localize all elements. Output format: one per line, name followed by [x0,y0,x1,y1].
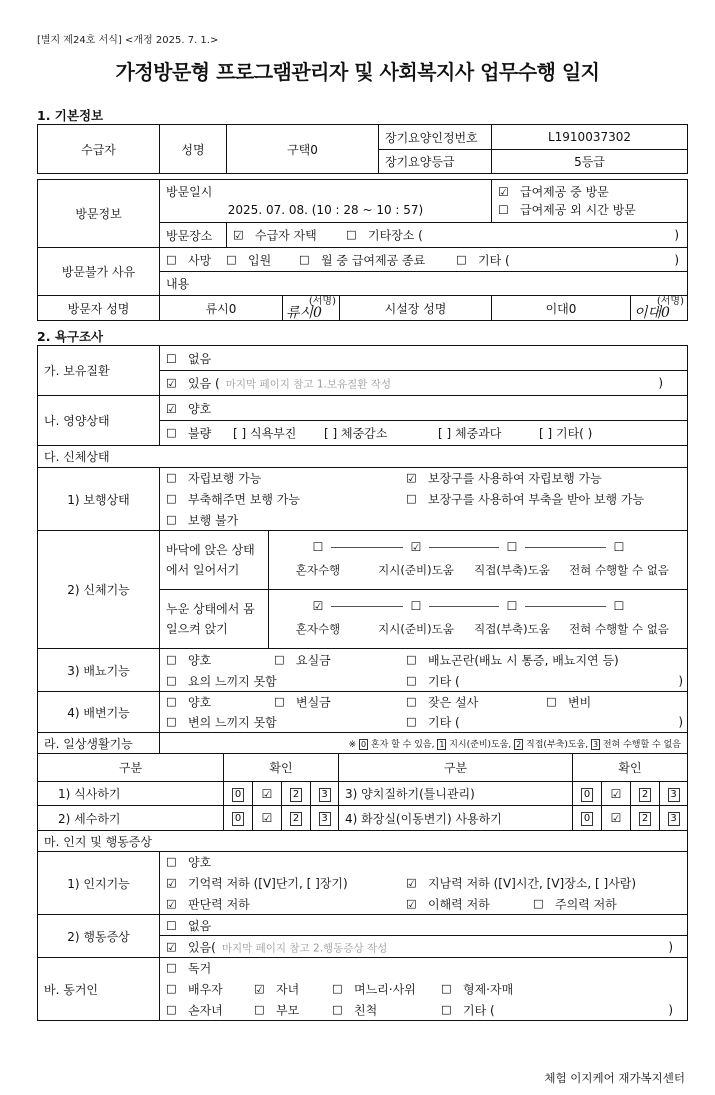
scale-connector [525,606,606,607]
option-label: 있음( [188,940,216,954]
code-box[interactable]: 2 [290,812,302,826]
cognitive-label: 1) 인지기능 [38,852,160,915]
visit-datetime-label: 방문일시 [166,185,213,199]
scale-label: 전혀 수행할 수 없음 [569,622,669,636]
option-label: 배우자 [188,982,223,997]
urination-label: 3) 배뇨기능 [38,649,160,692]
code-box[interactable]: 3 [319,812,331,826]
cohabitant-option[interactable] [332,1001,377,1018]
code-box: 3 [592,739,599,749]
scale-checkbox-icon[interactable]: ☐ [613,599,625,613]
director-name: 이대0 [492,296,631,321]
behavior-label: 2) 행동증상 [38,915,160,958]
checkbox-icon[interactable]: ☐ [166,1003,177,1018]
checkbox-icon[interactable]: ☑ [406,876,417,891]
adl-check-cell[interactable] [282,806,311,831]
checkbox-icon[interactable]: ☐ [332,1003,343,1018]
checkbox-icon[interactable]: ☐ [498,203,509,217]
option-label: 급여제공 외 시간 방문 [520,203,636,217]
option-label: 기타장소 ( [368,228,423,243]
close-paren: ) [678,673,683,688]
adl-col-category: 구분 [339,754,573,782]
code-box: 0 [360,739,367,749]
option-label: 부축해주면 보행 가능 [188,492,300,507]
checkbox-icon[interactable]: ☑ [166,897,177,912]
checkbox-icon[interactable]: ☑ [254,982,265,997]
adl-check-cell[interactable] [631,806,660,831]
checkbox-icon[interactable]: ☑ [406,471,417,486]
option-label: 부모 [276,1003,300,1018]
adl-check-cell[interactable] [311,782,339,806]
grade-label: 장기요양등급 [379,150,492,174]
code-box[interactable]: 3 [668,788,680,802]
walking-option[interactable] [166,511,238,528]
checkbox-icon[interactable]: ☐ [254,1003,265,1018]
legend-text: 전혀 수행할 수 없음 [602,739,681,750]
form-number: [별지 제24호 서식] <개정 2025. 7. 1.> [37,35,219,46]
checkbox-icon[interactable]: ☐ [406,674,417,688]
code-box[interactable]: 0 [232,788,244,802]
option-label: 판단력 저하 [188,897,250,912]
cohabitant-label: 바. 동거인 [38,958,160,1021]
section-basic-info: 1. 기본정보 [37,108,104,123]
walking-label: 1) 보행상태 [38,468,160,531]
option-label: 변비 [568,695,592,710]
option-label: 배뇨곤란(배뇨 시 통증, 배뇨지연 등) [428,653,619,667]
checkbox-icon[interactable]: ☐ [533,897,544,912]
checkbox-icon[interactable]: ☐ [274,653,285,667]
adl-check-cell[interactable] [311,806,339,831]
option-label: 주의력 저하 [555,897,617,912]
cognition-table [37,830,688,1021]
defecation-option[interactable] [274,694,331,711]
defecation-option[interactable] [166,694,211,711]
page-title: 가정방문형 프로그램관리자 및 사회복지사 업무수행 일지 [115,60,600,84]
code-box[interactable]: 0 [232,812,244,826]
checkbox-icon[interactable]: ☑ [498,185,509,199]
adl-check-cell[interactable] [282,782,311,806]
option-label: 변의 느끼지 못함 [188,715,277,730]
cohabitant-option[interactable] [166,1001,223,1018]
visitor-signature[interactable] [283,296,340,321]
option-label: 친척 [354,1003,378,1018]
option-label: 자녀 [276,982,300,997]
poor-item[interactable]: [ ] 체중감소 [324,426,388,441]
visit-datetime: 2025. 07. 08. (10 : 28 ~ 10 : 57) [227,203,424,217]
unable-option-end[interactable] [299,251,425,268]
defecation-option[interactable] [546,694,591,711]
scale-label: 직접(부축)도움 [474,563,550,577]
unable-options-cell [160,248,688,272]
checked-box-icon[interactable]: ☑ [261,786,273,801]
close-paren: ) [658,376,663,390]
checkbox-icon[interactable]: ☐ [274,695,285,710]
scale-connector [525,547,606,548]
visitor-name: 류시0 [160,296,283,321]
checkbox-icon[interactable]: ☑ [166,876,177,891]
option-label: 기타 ( [428,674,460,688]
adl-check-cell[interactable] [660,806,688,831]
urination-option[interactable] [406,651,619,668]
checkbox-icon[interactable]: ☐ [226,253,237,267]
code-box[interactable]: 3 [668,812,680,826]
cognitive-option[interactable] [533,895,617,912]
adl-check-cell[interactable] [573,782,602,806]
option-label: 잦은 설사 [428,695,479,710]
recipient-name: 구택0 [227,125,379,174]
option-label: 이해력 저하 [428,897,490,912]
urination-option[interactable] [166,651,211,668]
scale-checkbox-icon[interactable]: ☑ [312,599,324,613]
adl-item-label: 4) 화장실(이동변기) 사용하기 [339,806,573,831]
legend-item [591,740,681,750]
adl-item-label: 2) 세수하기 [38,806,224,831]
urination-option[interactable] [166,672,277,689]
footer-center-name: 체험 이지케어 재가복지센터 [544,1071,685,1085]
cognitive-option[interactable] [166,895,250,912]
cohabitant-option[interactable] [332,981,416,998]
cognitive-option[interactable] [166,875,348,892]
code-box[interactable]: 2 [639,788,651,802]
legend-text: 지시(준비)도움, [449,739,512,750]
checkbox-icon[interactable]: ☑ [166,401,177,416]
unable-option-other[interactable] [456,251,510,268]
adl-check-cell[interactable] [253,806,282,831]
scale-checkbox-icon[interactable]: ☐ [312,540,324,554]
cohabitant-option[interactable] [254,981,299,998]
checkbox-icon[interactable]: ☐ [441,982,452,997]
scale-label: 혼자수행 [295,563,341,577]
poor-item[interactable]: [ ] 체중과다 [438,426,502,441]
visit-place-label: 방문장소 [160,223,227,248]
scale-label: 지시(준비)도움 [378,563,454,577]
checkbox-icon[interactable]: ☐ [346,228,357,243]
scale-checkbox-icon[interactable]: ☐ [506,599,518,613]
defecation-option[interactable] [166,714,277,731]
option-label: 양호 [188,695,212,710]
option-label: 사망 [188,253,212,267]
code-box[interactable]: 2 [290,788,302,802]
scale-connector [429,547,499,548]
table-row [38,806,688,831]
disease-label: 가. 보유질환 [38,346,160,396]
visit-type-cell [492,180,688,223]
checkbox-icon[interactable]: ☑ [406,897,417,912]
checkbox-icon[interactable]: ☐ [166,674,177,688]
cohabitant-option[interactable] [441,1001,495,1018]
checkbox-icon[interactable]: ☐ [166,471,177,486]
scale-checkbox-icon[interactable]: ☐ [506,540,518,554]
code-box[interactable]: 0 [581,812,593,826]
checkbox-icon[interactable]: ☑ [166,940,177,954]
cohabitant-option[interactable] [441,981,513,998]
cognitive-option[interactable] [406,875,636,892]
adl-col-check: 확인 [224,754,339,782]
poor-item[interactable]: [ ] 식욕부진 [233,426,297,441]
option-label: 급여제공 중 방문 [520,185,609,199]
checkbox-icon[interactable]: ☐ [166,715,177,730]
checkbox-icon[interactable]: ☐ [166,253,177,267]
visit-place-cell [227,223,688,248]
option-label: 변실금 [296,695,331,710]
visit-info-label: 방문정보 [38,180,160,248]
adl-table [37,753,688,831]
behavior-none[interactable] [160,915,688,936]
adl-check-cell[interactable] [602,782,631,806]
adl-check-cell[interactable] [224,782,253,806]
checkbox-icon[interactable]: ☑ [233,228,244,243]
walking-option[interactable] [166,491,300,508]
nutrition-poor[interactable] [160,421,688,446]
option-label: 손자녀 [188,1003,223,1018]
function-item-label: 누운 상태에서 몸 일으켜 앉기 [160,590,269,649]
function-scale [269,590,688,649]
checkbox-icon[interactable]: ☐ [406,492,417,507]
defecation-option[interactable] [406,714,460,731]
option-label: 기억력 저하 ([V]단기, [ ]장기) [188,876,348,891]
walking-option[interactable] [166,470,261,487]
urination-option[interactable] [274,651,331,668]
unable-content-label: 내용 [160,272,688,296]
place-other-option[interactable] [346,227,423,244]
needs-table [37,345,688,754]
visit-info-table [37,179,688,321]
section-needs: 2. 욕구조사 [37,329,104,344]
director-signature[interactable] [631,296,688,321]
body-label: 다. 신체상태 [38,446,688,468]
checkbox-icon[interactable]: ☐ [406,715,417,730]
adl-label: 라. 일상생활기능 [38,733,160,754]
scale-connector [331,606,403,607]
visit-datetime-cell [160,180,492,223]
option-label: 없음 [188,351,212,366]
option-label: 양호 [188,653,212,667]
checkbox-icon[interactable]: ☐ [166,513,177,528]
adl-col-category: 구분 [38,754,224,782]
body-function-label: 2) 신체기능 [38,531,160,649]
adl-item-label: 3) 양치질하기(틀니관리) [339,782,573,806]
option-label: 형제·자매 [463,982,514,997]
table-row [38,782,688,806]
checkbox-icon[interactable]: ☑ [166,376,177,391]
code-box: 2 [516,739,522,749]
option-label: 며느리·사위 [354,982,416,997]
director-name-label: 시설장 성명 [340,296,492,321]
close-paren: ) [674,252,679,267]
adl-item-label: 1) 식사하기 [38,782,224,806]
checkbox-icon[interactable]: ☐ [166,982,177,997]
checked-box-icon[interactable]: ☑ [610,786,622,801]
option-label: 기타 ( [428,715,460,730]
option-label: 양호 [188,855,212,870]
checkbox-icon[interactable]: ☐ [166,426,177,441]
code-box[interactable]: 3 [319,788,331,802]
checkbox-icon[interactable]: ☐ [166,918,177,933]
defecation-label: 4) 배변기능 [38,692,160,733]
checkbox-icon[interactable]: ☐ [166,351,177,366]
behavior-yes[interactable] [160,936,688,958]
checked-box-icon[interactable]: ☑ [261,811,273,825]
during-service-option[interactable] [498,183,681,201]
checkbox-icon[interactable]: ☐ [406,695,417,710]
unable-reason-label: 방문불가 사유 [38,248,160,296]
option-label: 없음 [188,918,212,933]
cognition-label: 마. 인지 및 행동증상 [38,831,688,852]
close-paren: ) [668,1002,673,1017]
visitor-name-label: 방문자 성명 [38,296,160,321]
checkbox-icon[interactable]: ☐ [299,253,310,267]
cognitive-option[interactable] [166,854,211,871]
handwritten-signature: 류시0 [286,305,322,321]
adl-legend: ※ 0 혼자 할 수 있음, 1 지시(준비)도움, 2 직접(부축)도움, 3 전혀 수행할 수 없음 [160,733,688,754]
option-label: 기타 ( [463,1003,495,1018]
scale-checkbox-icon[interactable]: ☐ [410,599,422,613]
function-item-label: 바닥에 앉은 상태 에서 일어서기 [160,531,269,590]
option-label: 보행 불가 [188,513,239,528]
checkbox-icon[interactable]: ☐ [332,982,343,997]
adl-check-cell[interactable] [660,782,688,806]
close-paren: ) [678,715,683,729]
unable-option-hospital[interactable] [226,251,271,268]
legend-item [359,740,437,750]
scale-connector [331,547,403,548]
legend-text: 직접(부축)도움, [526,739,589,750]
code-box[interactable]: 0 [581,788,593,802]
walking-option[interactable] [406,470,602,487]
option-label: 입원 [248,253,272,267]
option-label: 기타 ( [478,253,510,267]
option-label: 보장구를 사용하여 부축을 받아 보행 가능 [428,492,645,507]
disease-note: 마지막 페이지 참고 1.보유질환 작성 [225,378,392,391]
outside-service-option[interactable] [498,201,681,219]
adl-check-cell[interactable] [253,782,282,806]
defecation-option[interactable] [406,694,478,711]
checkbox-icon[interactable]: ☐ [546,695,557,710]
checkbox-icon[interactable]: ☐ [441,1003,452,1018]
nutrition-good[interactable] [160,396,688,421]
grade: 5등급 [492,150,688,174]
code-box: 1 [439,739,445,749]
option-label: 월 중 급여제공 종료 [321,253,426,267]
checked-box-icon[interactable]: ☑ [610,811,622,825]
option-label: 불량 [188,426,212,441]
checkbox-icon[interactable]: ☐ [166,961,177,976]
option-label: 지남력 저하 ([V]시간, [V]장소, [ ]사람) [428,876,637,891]
checkbox-icon[interactable]: ☐ [166,695,177,710]
poor-item[interactable]: [ ] 기타( ) [539,426,593,441]
adl-check-cell[interactable] [631,782,660,806]
scale-connector [429,606,499,607]
checkbox-icon[interactable]: ☐ [166,653,177,667]
scale-checkbox-icon[interactable]: ☑ [410,540,422,554]
checkbox-icon[interactable]: ☐ [406,653,417,667]
checkbox-icon[interactable]: ☐ [166,492,177,507]
disease-yes[interactable] [160,371,688,396]
recipient-label: 수급자 [38,125,160,174]
close-paren: ) [668,939,673,954]
scale-label: 혼자수행 [295,622,341,636]
behavior-note: 마지막 페이지 참고 2.행동증상 작성 [221,942,388,954]
option-label: 수급자 자택 [255,228,317,243]
handwritten-signature: 이대0 [634,305,670,321]
legend-text: 혼자 할 수 있음, [370,739,435,750]
cohabitant-option[interactable] [166,981,223,998]
walking-option[interactable] [406,491,644,508]
close-paren: ) [674,228,679,242]
disease-none[interactable] [160,346,688,371]
option-label: 보장구를 사용하여 자립보행 가능 [428,471,602,486]
adl-check-cell[interactable] [602,806,631,831]
urination-option[interactable] [406,672,460,689]
option-label: 요실금 [296,653,331,667]
sign-label: (서명) [308,296,336,307]
cohabitant-option[interactable] [254,1001,299,1018]
cert-no: L1910037302 [492,125,688,150]
checkbox-icon[interactable]: ☐ [166,855,177,870]
option-label: 있음 ( [188,376,220,391]
code-box[interactable]: 2 [639,812,651,826]
sign-label: (서명) [656,296,684,307]
option-label: 자립보행 가능 [188,471,262,486]
legend-item [514,740,591,750]
scale-checkbox-icon[interactable]: ☐ [613,540,625,554]
cohabitant-option[interactable] [166,960,211,977]
adl-check-cell[interactable] [573,806,602,831]
adl-check-cell[interactable] [224,806,253,831]
option-label: 양호 [188,401,212,416]
name-label: 성명 [160,125,227,174]
unable-option-death[interactable] [166,251,211,268]
nutrition-label: 나. 영양상태 [38,396,160,446]
cognitive-option[interactable] [406,895,490,912]
basic-info-table [37,124,688,174]
option-label: 요의 느끼지 못함 [188,674,277,688]
checkbox-icon[interactable]: ☐ [456,253,467,267]
scale-label: 전혀 수행할 수 없음 [569,563,669,577]
scale-label: 직접(부축)도움 [474,622,550,636]
scale-label: 지시(준비)도움 [378,622,454,636]
adl-col-check: 확인 [573,754,688,782]
cert-no-label: 장기요양인정번호 [379,125,492,150]
function-scale [269,531,688,590]
option-label: 독거 [188,961,212,976]
place-home-option[interactable] [233,227,317,244]
legend-item [437,740,514,750]
